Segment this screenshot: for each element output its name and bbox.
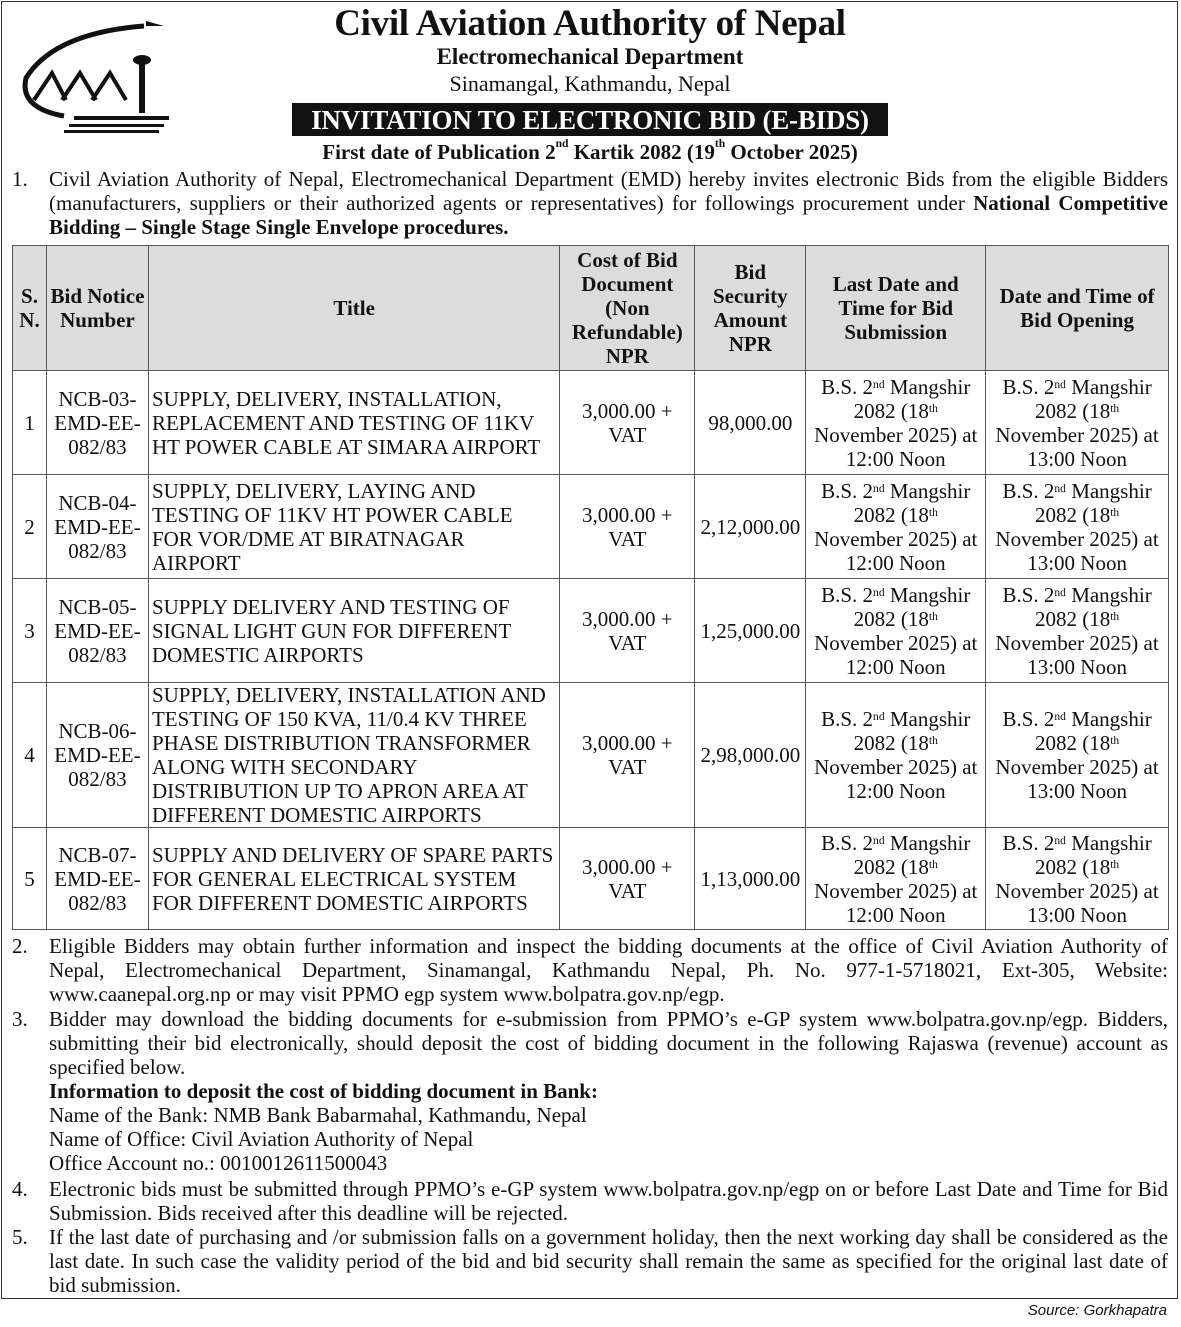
clause-4: 4. Electronic bids must be submitted through PPMO’s e-GP system www.bolpatra.gov.np/egp on or before Last Date and Time for Bid Submission. Bids received after this deadline will be rejected. [12, 1177, 1168, 1225]
cell-security: 2,98,000.00 [695, 683, 806, 828]
cell-title: SUPPLY, DELIVERY, INSTALLATION, REPLACEMENT AND TESTING OF 11KV HT POWER CABLE AT SIMARA AIRPORT [148, 371, 559, 475]
cell-security: 98,000.00 [695, 371, 806, 475]
cell-notice: NCB-05-EMD-EE-082/83 [46, 579, 148, 683]
cell-title: SUPPLY, DELIVERY, LAYING AND TESTING OF 11KV HT POWER CABLE FOR VOR/DME AT BIRATNAGAR AIRPORT [148, 475, 559, 579]
header-opening: Date and Time of Bid Opening [986, 246, 1169, 371]
cell-submission: B.S. 2nd Mangshir 2082 (18th November 2025) at 12:00 Noon [806, 828, 986, 930]
cell-title: SUPPLY AND DELIVERY OF SPARE PARTS FOR GENERAL ELECTRICAL SYSTEM FOR DIFFERENT DOMESTIC AIRPORTS [148, 828, 559, 930]
clause-1: 1. Civil Aviation Authority of Nepal, Electromechanical Department (EMD) hereby invites electronic Bids from the eligible Bidders (manufacturers, suppliers or their authorized agents or representatives) for followings procurement under National Competitive Bidding – Single Stage Single Envelope procedures. [12, 167, 1168, 239]
cell-submission: B.S. 2nd Mangshir 2082 (18th November 2025) at 12:00 Noon [806, 579, 986, 683]
table-row [13, 371, 1169, 475]
department-name: Electromechanical Department [436, 44, 744, 69]
cell-opening: B.S. 2nd Mangshir 2082 (18th November 2025) at 13:00 Noon [986, 579, 1169, 683]
cell-sn: 3 [13, 579, 47, 683]
cell-opening: B.S. 2nd Mangshir 2082 (18th November 2025) at 13:00 Noon [986, 475, 1169, 579]
cell-submission: B.S. 2nd Mangshir 2082 (18th November 2025) at 12:00 Noon [806, 475, 986, 579]
bid-table [12, 245, 1169, 930]
cell-title: SUPPLY, DELIVERY, INSTALLATION AND TESTING OF 150 KVA, 11/0.4 KV THREE PHASE DISTRIBUTION TRANSFORMER ALONG WITH SECONDARY DISTRIBUTION UP TO APRON AREA AT DIFFERENT DOMESTIC AIRPORTS [148, 683, 559, 828]
cell-cost: 3,000.00 + VAT [560, 683, 695, 828]
publication-date: First date of Publication 2nd Kartik 2082 (19th October 2025) [322, 138, 858, 164]
office-name: Name of Office: Civil Aviation Authority of Nepal [49, 1127, 474, 1151]
header-notice-number: Bid Notice Number [46, 246, 148, 371]
cell-title: SUPPLY DELIVERY AND TESTING OF SIGNAL LIGHT GUN FOR DIFFERENT DOMESTIC AIRPORTS [148, 579, 559, 683]
cell-opening: B.S. 2nd Mangshir 2082 (18th November 2025) at 13:00 Noon [986, 371, 1169, 475]
cell-security: 1,25,000.00 [695, 579, 806, 683]
caan-logo [14, 18, 179, 133]
table-row [13, 828, 1169, 930]
cell-sn: 4 [13, 683, 47, 828]
cell-security: 2,12,000.00 [695, 475, 806, 579]
header-submission: Last Date and Time for Bid Submission [806, 246, 986, 371]
cell-cost: 3,000.00 + VAT [560, 371, 695, 475]
cell-notice: NCB-03-EMD-EE-082/83 [46, 371, 148, 475]
table-row [13, 475, 1169, 579]
header-title: Title [148, 246, 559, 371]
cell-notice: NCB-04-EMD-EE-082/83 [46, 475, 148, 579]
table-row [13, 579, 1169, 683]
clause-2: 2. Eligible Bidders may obtain further information and inspect the bidding documents at the office of Civil Aviation Authority of Nepal, Electromechanical Department, Sinamangal, Kathmandu Nepal, Ph. No. 977-1-5718021, Ext-305, Website: www.caanepal.org.np or may visit PPMO egp system www.bolpatra.gov.np/egp. [12, 934, 1168, 1006]
cell-opening: B.S. 2nd Mangshir 2082 (18th November 2025) at 13:00 Noon [986, 828, 1169, 930]
cell-notice: NCB-06-EMD-EE-082/83 [46, 683, 148, 828]
clause-3: 3. Bidder may download the bidding documents for e-submission from PPMO’s e-GP system www.bolpatra.gov.np/egp. Bidders, submitting their bid electronically, should deposit the cost of bidding document in the following Rajaswa (revenue) account as specified below. Information to deposit the cost of bidding document in Bank: Name of the Bank: NMB Bank Babarmahal, Kathmandu, Nepal Name of Office: Civil Aviation Authority of Nepal Office Account no.: 0010012611500043 [12, 1007, 1168, 1175]
cell-submission: B.S. 2nd Mangshir 2082 (18th November 2025) at 12:00 Noon [806, 683, 986, 828]
account-number: Office Account no.: 0010012611500043 [49, 1151, 388, 1175]
source-credit: Source: Gorkhapatra [1027, 1302, 1167, 1319]
cell-sn: 5 [13, 828, 47, 930]
cell-cost: 3,000.00 + VAT [560, 828, 695, 930]
header-sn: S. N. [13, 246, 47, 371]
cell-notice: NCB-07-EMD-EE-082/83 [46, 828, 148, 930]
cell-security: 1,13,000.00 [695, 828, 806, 930]
cell-sn: 1 [13, 371, 47, 475]
bank-name: Name of the Bank: NMB Bank Babarmahal, Kathmandu, Nepal [49, 1103, 587, 1127]
cell-submission: B.S. 2nd Mangshir 2082 (18th November 2025) at 12:00 Noon [806, 371, 986, 475]
cell-opening: B.S. 2nd Mangshir 2082 (18th November 2025) at 13:00 Noon [986, 683, 1169, 828]
address: Sinamangal, Kathmandu, Nepal [449, 71, 731, 96]
bank-info-heading: Information to deposit the cost of bidding document in Bank: [49, 1079, 598, 1103]
org-title: Civil Aviation Authority of Nepal [334, 3, 846, 44]
header-security: Bid Security Amount NPR [695, 246, 806, 371]
cell-sn: 2 [13, 475, 47, 579]
table-row [13, 683, 1169, 828]
cell-cost: 3,000.00 + VAT [560, 475, 695, 579]
cell-cost: 3,000.00 + VAT [560, 579, 695, 683]
clause-5: 5. If the last date of purchasing and /or submission falls on a government holiday, then the next working day shall be considered as the last date. In such case the validity period of the bid and bid security shall remain the same as specified for the original last date of bid submission. [12, 1225, 1168, 1297]
header-cost: Cost of Bid Document (Non Refundable) NPR [560, 246, 695, 371]
notice-banner: INVITATION TO ELECTRONIC BID (E-BIDS) [292, 103, 888, 136]
